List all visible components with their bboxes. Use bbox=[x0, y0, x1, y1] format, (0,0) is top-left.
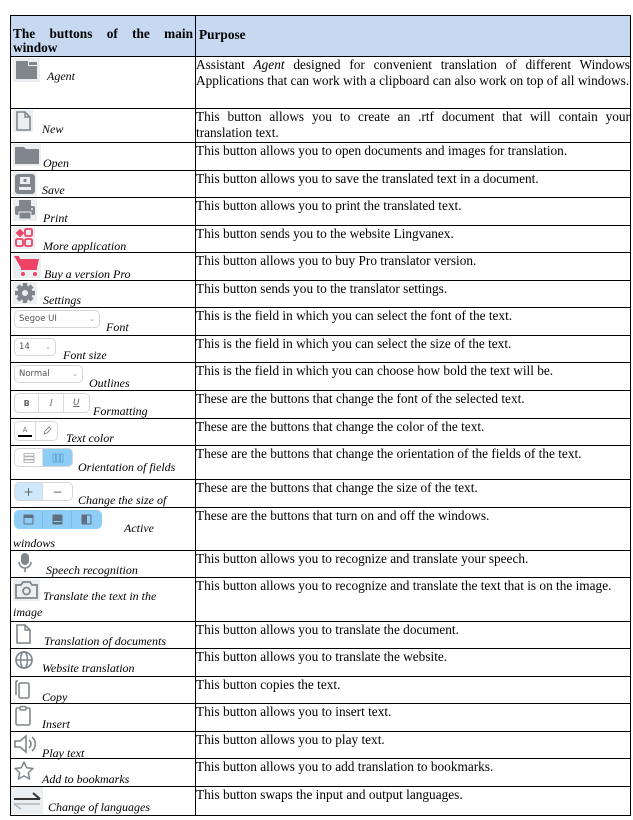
button-label: Website translation bbox=[42, 661, 135, 675]
table-row bbox=[11, 57, 631, 109]
table-row bbox=[11, 198, 631, 226]
purpose-cell: This button copies the text. bbox=[196, 677, 631, 704]
clipboard-icon[interactable] bbox=[13, 705, 33, 727]
purpose-cell: This button allows you to save the translated text in a document. bbox=[196, 171, 631, 198]
swap-arrows-icon[interactable] bbox=[11, 787, 43, 814]
header-purpose-label: Purpose bbox=[199, 27, 246, 42]
camera-icon[interactable] bbox=[13, 579, 40, 601]
button-cell-outlines bbox=[11, 363, 196, 391]
buttons-table bbox=[10, 15, 631, 816]
orientation-columns-button[interactable] bbox=[43, 449, 72, 466]
window-bottom-button[interactable] bbox=[43, 511, 71, 528]
window-top-button[interactable] bbox=[15, 511, 43, 528]
italic-button[interactable]: I bbox=[39, 394, 63, 412]
table-row bbox=[11, 732, 631, 759]
button-label: Agent bbox=[47, 69, 75, 83]
microphone-icon[interactable] bbox=[16, 552, 34, 574]
table-row bbox=[11, 363, 631, 391]
button-label: Print bbox=[43, 211, 68, 225]
purpose-cell: This button swaps the input and output languages. bbox=[196, 787, 631, 816]
columns-icon bbox=[52, 453, 64, 463]
table-row bbox=[11, 551, 631, 578]
purpose-cell: These are the buttons that turn on and off the windows. bbox=[196, 508, 631, 551]
purpose-cell: Assistant Agent designed for convenient translation of different Windows Applications that can work with a clipboard can also work on top of all windows. bbox=[196, 57, 631, 109]
button-cell-document-translation bbox=[11, 622, 196, 649]
table-row bbox=[11, 253, 631, 281]
folder-icon[interactable] bbox=[13, 144, 41, 166]
button-cell-play-text bbox=[11, 732, 196, 759]
purpose-cell: These are the buttons that change the size of the text. bbox=[196, 480, 631, 508]
orientation-button-group bbox=[14, 448, 73, 467]
button-label: Font bbox=[106, 320, 129, 334]
button-label: Insert bbox=[42, 717, 70, 731]
table-row bbox=[11, 109, 631, 143]
bold-button[interactable]: B bbox=[15, 394, 39, 412]
button-cell-insert bbox=[11, 704, 196, 732]
button-label: New bbox=[42, 122, 64, 136]
pen-icon bbox=[42, 426, 52, 436]
button-label: Buy a version Pro bbox=[44, 267, 131, 281]
chevron-down-icon: ⌄ bbox=[89, 315, 95, 323]
purpose-cell: This button allows you to recognize and translate the text that is on the image. bbox=[196, 578, 631, 622]
apps-grid-icon[interactable] bbox=[13, 227, 35, 249]
table-row bbox=[11, 677, 631, 704]
color-bar bbox=[18, 435, 32, 437]
button-cell-buy-pro bbox=[11, 253, 196, 281]
button-label: Copy bbox=[42, 690, 68, 704]
button-label: Translation of documents bbox=[44, 634, 167, 648]
window-top-icon bbox=[23, 514, 34, 525]
document-icon[interactable] bbox=[13, 623, 33, 645]
cart-icon[interactable] bbox=[13, 254, 41, 278]
button-cell-save bbox=[11, 171, 196, 198]
table-row bbox=[11, 480, 631, 508]
copy-icon[interactable] bbox=[13, 678, 33, 700]
chevron-down-icon: ⌄ bbox=[45, 343, 51, 351]
button-label: Add to bookmarks bbox=[42, 772, 130, 786]
table-row bbox=[11, 391, 631, 419]
size-button-group bbox=[14, 482, 73, 501]
purpose-cell: These are the buttons that change the font of the selected text. bbox=[196, 391, 631, 419]
table-row bbox=[11, 281, 631, 308]
window-bottom-icon bbox=[52, 514, 63, 525]
button-label: Outlines bbox=[89, 376, 130, 390]
button-label-line2: image bbox=[13, 605, 43, 619]
font-size-select[interactable]: 14 ⌄ bbox=[14, 338, 56, 356]
table-row bbox=[11, 578, 631, 622]
table-row bbox=[11, 787, 631, 816]
font-color-button[interactable]: A bbox=[15, 422, 36, 440]
window-side-button[interactable] bbox=[72, 511, 101, 528]
button-cell-copy bbox=[11, 677, 196, 704]
new-document-icon[interactable] bbox=[13, 110, 33, 132]
purpose-cell: This button allows you to buy Pro translator version. bbox=[196, 253, 631, 281]
table-row bbox=[11, 622, 631, 649]
button-cell-change-languages bbox=[11, 787, 196, 816]
button-cell-text-color bbox=[11, 419, 196, 446]
purpose-cell: This is the field in which you can select the size of the text. bbox=[196, 336, 631, 363]
button-cell-settings bbox=[11, 281, 196, 308]
button-label: Formatting bbox=[93, 404, 148, 418]
purpose-cell: This button allows you to translate the website. bbox=[196, 649, 631, 677]
button-cell-new bbox=[11, 109, 196, 143]
save-icon[interactable] bbox=[13, 172, 37, 196]
table-row bbox=[11, 759, 631, 787]
button-cell-open bbox=[11, 143, 196, 171]
button-label: Open bbox=[43, 156, 69, 170]
globe-icon[interactable] bbox=[13, 650, 35, 672]
button-label: Play text bbox=[42, 746, 85, 760]
purpose-cell: This button allows you to recognize and translate your speech. bbox=[196, 551, 631, 578]
button-cell-formatting bbox=[11, 391, 196, 419]
purpose-cell: These are the buttons that change the orientation of the fields of the text. bbox=[196, 446, 631, 480]
purpose-cell: This button allows you to insert text. bbox=[196, 704, 631, 732]
header-purpose bbox=[196, 16, 631, 57]
table-row bbox=[11, 704, 631, 732]
purpose-cell: This is the field in which you can select the font of the text. bbox=[196, 308, 631, 336]
button-label-line1: Active bbox=[124, 521, 154, 535]
button-cell-more-application bbox=[11, 226, 196, 253]
button-label-line2: windows bbox=[13, 536, 56, 550]
purpose-cell: This button allows you to play text. bbox=[196, 732, 631, 759]
table-row bbox=[11, 171, 631, 198]
header-buttons bbox=[11, 16, 196, 57]
button-label: Change the size of bbox=[78, 493, 167, 507]
gear-icon[interactable] bbox=[13, 282, 37, 304]
purpose-cell: This button allows you to translate the document. bbox=[196, 622, 631, 649]
button-cell-active-windows bbox=[11, 508, 196, 551]
table-row bbox=[11, 649, 631, 677]
table-row bbox=[11, 336, 631, 363]
windows-button-group bbox=[14, 510, 102, 529]
purpose-cell: This is the field in which you can choose how bold the text will be. bbox=[196, 363, 631, 391]
purpose-cell: This button allows you to open documents and images for translation. bbox=[196, 143, 631, 171]
increase-size-button[interactable]: + bbox=[15, 483, 43, 500]
purpose-cell: This button allows you to add translation to bookmarks. bbox=[196, 759, 631, 787]
table-row bbox=[11, 143, 631, 171]
orientation-rows-button[interactable] bbox=[15, 449, 43, 466]
printer-icon[interactable] bbox=[13, 199, 37, 221]
button-cell-website-translation bbox=[11, 649, 196, 677]
agent-icon[interactable] bbox=[13, 58, 40, 82]
button-cell-agent bbox=[11, 57, 196, 109]
button-label: Text color bbox=[66, 431, 114, 445]
star-icon[interactable] bbox=[13, 760, 35, 782]
table-row bbox=[11, 308, 631, 336]
purpose-cell: This button sends you to the website Lingvanex. bbox=[196, 226, 631, 253]
header-buttons-label: The buttons of the main window bbox=[13, 26, 193, 55]
button-label-line1: Translate the text in the bbox=[43, 589, 157, 603]
button-label: Save bbox=[42, 183, 65, 197]
purpose-cell: This button allows you to create an .rtf document that will contain your translation text. bbox=[196, 109, 631, 143]
button-cell-font bbox=[11, 308, 196, 336]
table-row bbox=[11, 508, 631, 551]
window-side-icon bbox=[81, 514, 92, 525]
decrease-size-button[interactable]: − bbox=[52, 484, 63, 499]
purpose-cell: This button sends you to the translator settings. bbox=[196, 281, 631, 308]
button-label: More application bbox=[43, 239, 127, 253]
purpose-cell: These are the buttons that change the color of the text. bbox=[196, 419, 631, 446]
button-cell-orientation bbox=[11, 446, 196, 480]
header-row bbox=[11, 16, 631, 57]
table-row bbox=[11, 419, 631, 446]
highlight-pen-button[interactable] bbox=[36, 422, 57, 440]
purpose-cell: This button allows you to print the translated text. bbox=[196, 198, 631, 226]
button-label: Settings bbox=[43, 293, 81, 307]
outlines-select[interactable]: Normal ⌄ bbox=[14, 365, 83, 383]
rows-icon bbox=[23, 453, 35, 463]
font-select[interactable]: Segoe UI ⌄ bbox=[14, 310, 100, 328]
table-row bbox=[11, 226, 631, 253]
formatting-button-group bbox=[14, 393, 90, 413]
button-label: Orientation of fields bbox=[78, 460, 176, 474]
button-cell-font-size bbox=[11, 336, 196, 363]
button-cell-print bbox=[11, 198, 196, 226]
button-cell-bookmarks bbox=[11, 759, 196, 787]
button-label: Change of languages bbox=[48, 800, 150, 814]
speaker-icon[interactable] bbox=[13, 733, 41, 755]
table-row bbox=[11, 446, 631, 480]
chevron-down-icon: ⌄ bbox=[72, 370, 78, 378]
button-label: Font size bbox=[63, 348, 107, 362]
button-cell-change-size bbox=[11, 480, 196, 508]
text-color-button-group bbox=[14, 421, 58, 441]
button-cell-image-translation bbox=[11, 578, 196, 622]
button-cell-speech bbox=[11, 551, 196, 578]
underline-button[interactable]: U bbox=[73, 398, 80, 408]
button-label: Speech recognition bbox=[46, 563, 138, 577]
